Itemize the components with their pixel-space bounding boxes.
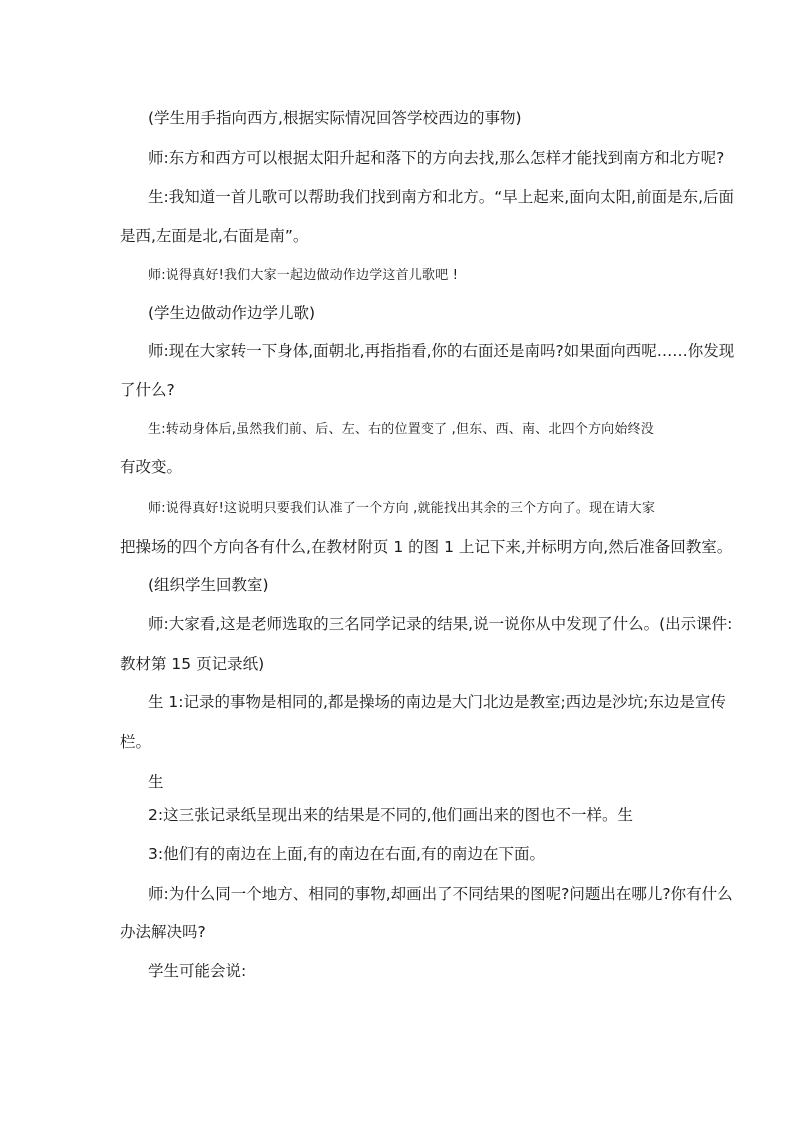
text-line-23: 学生可能会说: <box>148 962 247 980</box>
text-line-20: 3:他们有的南边在上面,有的南边在右面,有的南边在下面。 <box>148 845 545 863</box>
text-line-6: (学生边做动作边学儿歌) <box>148 304 316 322</box>
text-line-14: 师:大家看,这是老师选取的三名同学记录的结果,说一说你从中发现了什么。(出示课件: <box>148 615 733 633</box>
text-line-3: 生:我知道一首儿歌可以帮助我们找到南方和北方。“早上起来,面向太阳,前面是东,后面 <box>148 188 735 206</box>
text-line-17: 栏。 <box>120 733 152 751</box>
text-line-4: 是西,左面是北,右面是南”。 <box>120 227 309 245</box>
text-line-7: 师:现在大家转一下身体,面朝北,再指指看,你的右面还是南吗?如果面向西呢……你发现 <box>148 342 735 360</box>
text-line-9: 生:转动身体后,虽然我们前、后、左、右的位置变了 ,但东、西、南、北四个方向始终没 <box>148 422 654 437</box>
text-line-16: 生 1:记录的事物是相同的,都是操场的南边是大门北边是教室;西边是沙坑;东边是宣传 <box>148 693 726 711</box>
text-line-1: (学生用手指向西方,根据实际情况回答学校西边的事物) <box>148 109 522 127</box>
text-line-22: 办法解决吗? <box>120 923 206 941</box>
text-line-13: (组织学生回教室) <box>148 576 269 594</box>
text-line-10: 有改变。 <box>120 458 183 476</box>
text-line-12: 把操场的四个方向各有什么,在教材附页 1 的图 1 上记下来,并标明方向,然后准备回教室。 <box>120 538 733 556</box>
text-line-2: 师:东方和西方可以根据太阳升起和落下的方向去找,那么怎样才能找到南方和北方呢? <box>148 149 725 167</box>
text-line-11: 师:说得真好!这说明只要我们认准了一个方向 ,就能找出其余的三个方向了。现在请大家 <box>148 501 656 516</box>
text-line-21: 师:为什么同一个地方、相同的事物,却画出了不同结果的图呢?问题出在哪儿?你有什么 <box>148 885 733 903</box>
text-line-5: 师:说得真好!我们大家一起边做动作边学这首儿歌吧 ! <box>148 268 459 283</box>
text-line-8: 了什么? <box>120 381 175 399</box>
text-line-19: 2:这三张记录纸呈现出来的结果是不同的,他们画出来的图也不一样。生 <box>148 806 634 824</box>
text-line-15: 教材第 15 页记录纸) <box>120 655 265 673</box>
text-line-18: 生 <box>148 773 164 791</box>
